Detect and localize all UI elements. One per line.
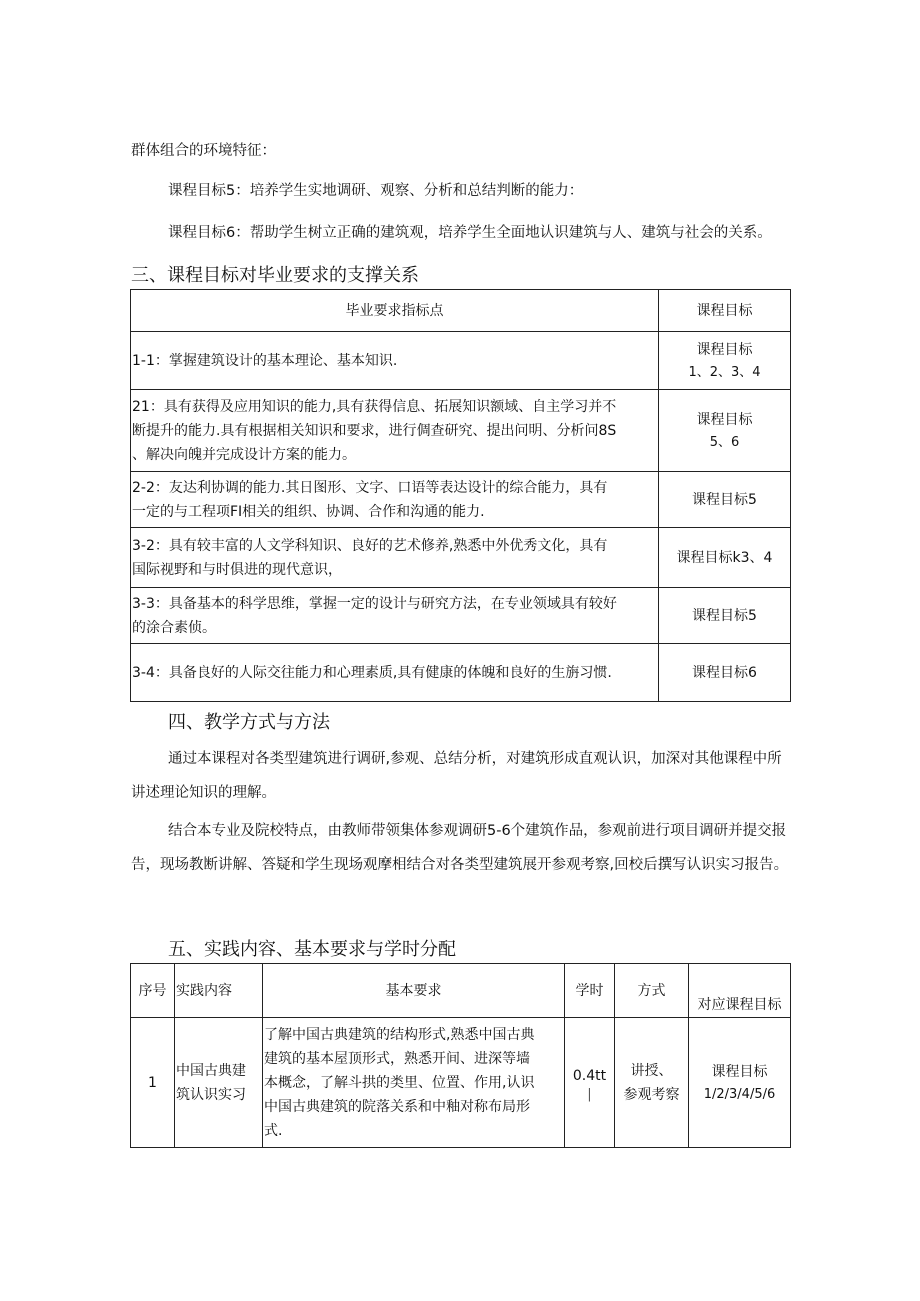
requirement-text: 本概念，了解斗拱的类里、位置、作用,认识 xyxy=(264,1074,535,1091)
row-target-cell xyxy=(689,1018,791,1148)
header-cell-target: 对应课程目标 xyxy=(689,964,791,1018)
table-row xyxy=(131,332,791,390)
requirement-text: 中国古典建筑的院落关系和中釉对称布局形 xyxy=(264,1098,530,1115)
target-text: 5、6 xyxy=(709,434,740,450)
table-row xyxy=(131,390,791,472)
target-cell: 课程目标k3、4 xyxy=(659,528,791,588)
practice-table xyxy=(130,963,791,1148)
row-requirement-cell xyxy=(263,1018,565,1148)
requirement-text: 建筑的基本屋顶形式，熟悉开间、进深等墙 xyxy=(264,1050,530,1067)
row-no-cell: 1 xyxy=(131,1018,175,1148)
section4-paragraph-2: 结合本专业及院校特点，由教师带领集体参观调研5-6个建筑作品，参观前进行项目调研并提交报告，现场教断讲解、答疑和学生现场观摩相结合对各类型建筑展开参观考察,回校后撰写认识实习报告。 xyxy=(131,823,789,873)
table-header-row xyxy=(131,964,791,1018)
mode-text: 参观考察 xyxy=(623,1086,680,1103)
header-cell-target: 课程目标 xyxy=(659,290,791,332)
target-text: 课程目标 xyxy=(711,1063,768,1080)
header-cell-mode: 方式 xyxy=(615,964,689,1018)
requirement-cell xyxy=(131,472,659,528)
section4-paragraph-1: 通过本课程对各类型建筑进行调研,参观、总结分析，对建筑形成直观认识，加深对其他课程中所讲述理论知识的理解。 xyxy=(131,751,782,801)
table-header-row xyxy=(131,290,791,332)
target-text: 1、2、3、4 xyxy=(688,364,761,380)
support-relation-table xyxy=(130,289,791,702)
requirement-text: 一定的与工程项FI相关的组织、协调、合作和沟通的能力. xyxy=(132,503,485,520)
requirement-text: 断提升的能力.具有根据相关知识和要求，进行倜查研究、提出问明、分析问8S xyxy=(132,422,617,439)
header-cell-content: 实践内容 xyxy=(175,964,263,1018)
content-text: 筑认识实习 xyxy=(176,1086,246,1103)
requirement-text: 国际视野和与时俱进的现代意识， xyxy=(132,561,342,578)
requirement-cell xyxy=(131,332,659,390)
target-text: 课程目标 xyxy=(696,341,753,358)
intro-line-2: 课程目标5：培养学生实地调研、观察、分析和总结判断的能力： xyxy=(168,183,584,199)
table-row xyxy=(131,472,791,528)
section5-heading: 五、实践内容、基本要求与学时分配 xyxy=(168,939,456,960)
header-cell-requirement: 毕业要求指标点 xyxy=(131,290,659,332)
requirement-text: 3-2：具有较丰富的人文学科知识、良好的艺术修养,熟悉中外优秀文化，具有 xyxy=(132,537,608,554)
header-cell-no: 序号 xyxy=(131,964,175,1018)
table-row xyxy=(131,644,791,702)
requirement-cell: 3-4：具备良好的人际交往能力和心理素质,具有健康的体魄和良好的生旃习惯. xyxy=(131,644,659,702)
content-text: 中国古典建 xyxy=(176,1062,246,1079)
mode-text: 讲授、 xyxy=(630,1062,673,1079)
target-cell xyxy=(659,390,791,472)
target-text: 课程目标 xyxy=(696,411,753,428)
table-row xyxy=(131,588,791,644)
table-row xyxy=(131,1018,791,1148)
requirement-cell xyxy=(131,528,659,588)
requirement-text: 的涂合素侦。 xyxy=(132,619,216,636)
target-cell: 课程目标5 xyxy=(659,588,791,644)
section3-heading: 三、课程目标对毕业要求的支撑关系 xyxy=(131,265,419,286)
target-cell: 课程目标5 xyxy=(659,472,791,528)
requirement-text: 21：具有获得及应用知识的能力,具有获得信息、拓展知识额域、自主学习并不 xyxy=(132,398,617,415)
target-cell: 课程目标6 xyxy=(659,644,791,702)
requirement-cell xyxy=(131,588,659,644)
requirement-text: 3-3：具备基本的科学思维，掌握一定的设计与研究方法，在专业领域具有较好 xyxy=(132,595,617,612)
requirement-text: 了解中国古典建筑的结构形式,熟悉中国古典 xyxy=(264,1026,535,1043)
requirement-cell xyxy=(131,390,659,472)
requirement-text: 2-2：友达利协调的能力.其日图形、文字、口语等表达设计的综合能力，具有 xyxy=(132,479,608,496)
intro-line-3: 课程目标6：帮助学生树立正确的建筑观，培养学生全面地认识建筑与人、建筑与社会的关系。 xyxy=(168,225,772,241)
target-cell xyxy=(659,332,791,390)
row-hours-cell xyxy=(565,1018,615,1148)
requirement-text: 、解决向魄并完成设计方案的能力。 xyxy=(132,446,356,463)
requirement-text: 式. xyxy=(264,1122,283,1139)
hours-text: 0.4tt xyxy=(572,1067,607,1084)
requirement-text: 1-1：掌握建筑设计的基本理论、基本知识. xyxy=(132,352,398,369)
header-cell-hours: 学时 xyxy=(565,964,615,1018)
section4-heading: 四、教学方式与方法 xyxy=(168,712,330,733)
hours-mark: | xyxy=(587,1086,592,1102)
table-row xyxy=(131,528,791,588)
header-cell-requirement: 基本要求 xyxy=(263,964,565,1018)
row-mode-cell xyxy=(615,1018,689,1148)
intro-line-1: 群体组合的环境特征： xyxy=(131,143,276,159)
row-content-cell xyxy=(175,1018,263,1148)
target-text: 1/2/3/4/5/6 xyxy=(703,1086,776,1102)
